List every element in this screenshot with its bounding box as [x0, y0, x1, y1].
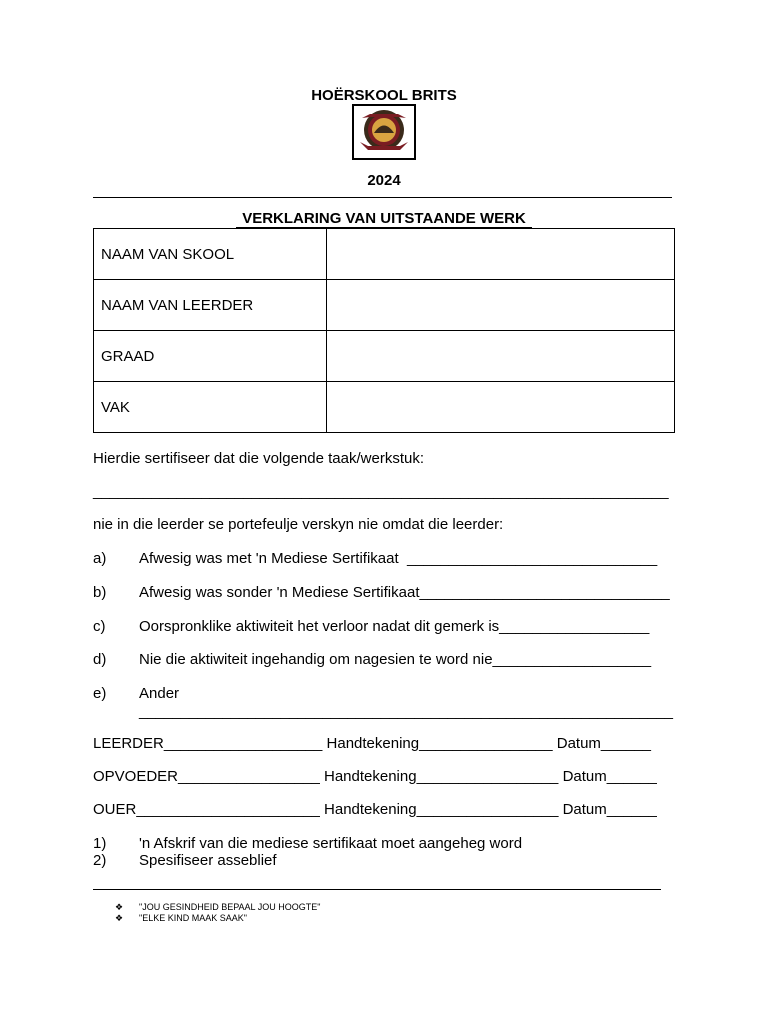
row-value-grade[interactable]	[327, 331, 675, 382]
option-a-text[interactable]: Afwesig was met 'n Mediese Sertifikaat ______________________________	[139, 550, 658, 567]
option-marker-c: c)	[93, 618, 106, 635]
note-marker-1: 1)	[93, 835, 107, 852]
option-c-text[interactable]: Oorspronklike aktiwiteit het verloor nadat dit gemerk is__________________	[139, 618, 650, 635]
option-e-text: Ander	[139, 685, 180, 702]
row-value-school[interactable]	[327, 229, 675, 280]
learner-info-table	[93, 228, 675, 433]
school-crest-icon	[352, 104, 416, 160]
signature-line-learner[interactable]: LEERDER___________________ Handtekening________________ Datum______	[93, 735, 651, 752]
row-value-subject[interactable]	[327, 382, 675, 433]
option-marker-d: d)	[93, 651, 107, 668]
note-1-text: 'n Afskrif van die mediese sertifikaat moet aangeheg word	[139, 835, 523, 852]
option-marker-e: e)	[93, 685, 107, 702]
row-label-school: NAAM VAN SKOOL	[94, 229, 327, 280]
option-marker-a: a)	[93, 550, 107, 567]
diamond-bullet-icon: ❖	[115, 902, 124, 912]
option-marker-b: b)	[93, 584, 107, 601]
table-row	[94, 331, 675, 382]
footer-motto-2: "ELKE KIND MAAK SAAK"	[139, 913, 247, 923]
table-row	[94, 229, 675, 280]
footer-divider	[93, 889, 661, 890]
form-title: VERKLARING VAN UITSTAANDE WERK	[242, 210, 526, 227]
row-label-grade: GRAAD	[94, 331, 327, 382]
header-divider	[93, 197, 672, 198]
certify-intro: Hierdie sertifiseer dat die volgende taak/werkstuk:	[93, 450, 424, 467]
row-value-learner[interactable]	[327, 280, 675, 331]
row-label-subject: VAK	[94, 382, 327, 433]
table-row	[94, 382, 675, 433]
note-2-text: Spesifiseer asseblief	[139, 852, 277, 869]
option-d-text[interactable]: Nie die aktiwiteit ingehandig om nagesien te word nie___________________	[139, 651, 652, 668]
signature-line-parent[interactable]: OUER______________________ Handtekening_________________ Datum______	[93, 801, 657, 818]
reason-intro: nie in die leerder se portefeulje verskyn nie omdat die leerder:	[93, 516, 504, 533]
task-blank-line[interactable]: _____________________________________________________________________	[93, 483, 669, 500]
diamond-bullet-icon: ❖	[115, 913, 124, 923]
option-e-blank-line[interactable]: ________________________________________________________________	[139, 703, 673, 720]
row-label-learner: NAAM VAN LEERDER	[94, 280, 327, 331]
school-name: HOËRSKOOL BRITS	[311, 87, 457, 104]
option-b-text[interactable]: Afwesig was sonder 'n Mediese Sertifikaat______________________________	[139, 584, 670, 601]
footer-motto-1: "JOU GESINDHEID BEPAAL JOU HOOGTE"	[139, 902, 321, 912]
signature-line-educator[interactable]: OPVOEDER_________________ Handtekening_________________ Datum______	[93, 768, 657, 785]
table-row	[94, 280, 675, 331]
note-marker-2: 2)	[93, 852, 107, 869]
document-year: 2024	[367, 172, 401, 189]
